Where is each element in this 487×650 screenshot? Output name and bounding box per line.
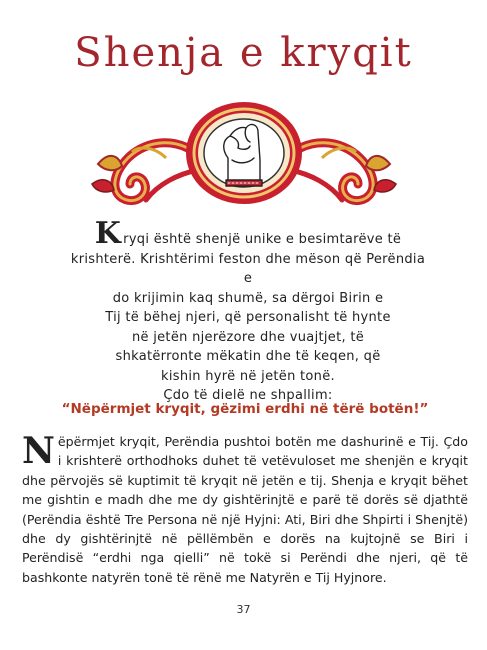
para1-line: në jetën njerëzore dhe vuajtjet, të [131,329,365,345]
para1-line: shkatërronte mëkatin dhe të keqen, që [115,349,381,364]
para1-line: ryqi është shenjë unike e besimtarëve të [123,232,402,247]
hand-making-sign-of-cross-icon [88,100,400,206]
para1-line: Çdo të dielë ne shpallim: [163,388,333,403]
body-paragraph [22,432,468,587]
page-number: 37 [236,603,251,616]
para1-line: Tij të bëhej njeri, që personalisht të hynte [105,310,391,325]
para1-line: do krijimin kaq shumë, sa dërgoi Birin e [112,290,384,306]
drop-cap-k: K [94,216,122,251]
highlighted-quote: “Nëpërmjet kryqit, gëzimi erdhi në tërë botën!” [61,401,429,417]
para1-line: krishterë. Krishtërimi feston dhe mëson që Perëndia e [70,251,426,286]
para1-line: kishin hyrë në jetën tonë. [161,368,335,384]
intro-paragraph [70,216,426,406]
body-paragraph-text: ëpërmjet kryqit, Perëndia pushtoi botën me dashurinë e Tij. Çdo i krishterë orthodhoks duhet të vetëvuloset me shenjën e kryqit dhe përvojës së kuptimit të kryqit në jetën e tij. Shenja e kryqit bëhet me gishtin e madh dhe me dy gishtërinjtë e parë të dorës së djathtë (Perëndia është Tre Persona në një Hyjni: Ati, Biri dhe Shpirti i Shenjtë) dhe dy gishtërinjtë në pëllëmbën e dorës na kujtojnë se Biri i Perëndisë “erdhi nga qielli” në tokë si Perëndi dhe njeri, që të bashkonte natyrën tonë të rënë me Natyrën e Tij Hyjnore. [22,434,468,585]
drop-cap-n: N [22,430,55,472]
page-title: Shenja e kryqit [74,30,413,76]
